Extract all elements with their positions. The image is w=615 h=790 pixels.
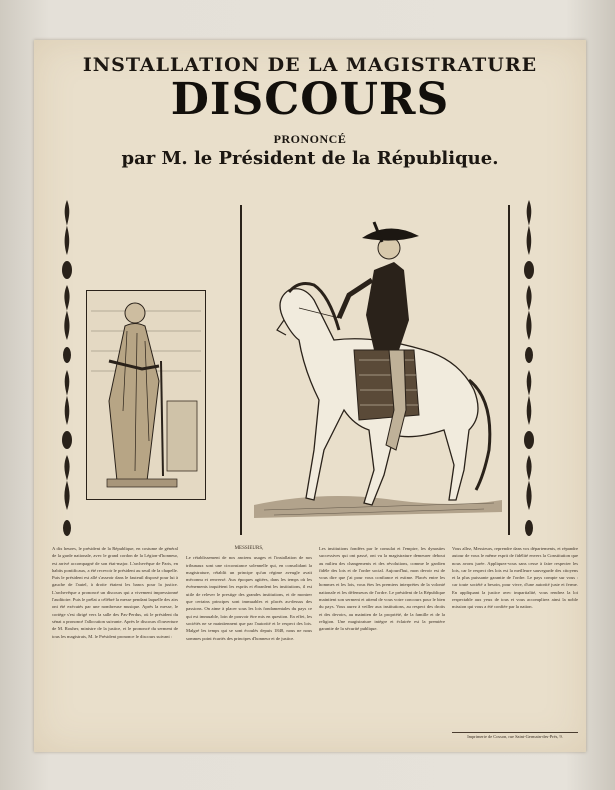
- president-on-horse-icon: [244, 200, 506, 540]
- title-president: par M. le Président de la République.: [121, 148, 499, 169]
- text-column-4: [452, 545, 578, 745]
- column-4-text: Vous allez, Messieurs, reprendre dans vos départements, et répandre autour de vous le même esprit de fidélité envers la Constitution que nous avons jurée. Appliquez-vous sans cesse à faire respecter les lois, car le respect des lois est la meilleure sauvegarde des citoyens et la plus puissante garantie de l'ordre. Le pays compte sur vous : car toute société a besoin, pour vivre, d'une autorité juste et ferme. En appliquant la justice avec impartialité, vous rendrez la loi respectable aux yeux de tous et vous accomplirez ainsi la noble mission qui vous a été confiée par la nation.: [452, 546, 578, 610]
- text-column-2: [186, 545, 312, 745]
- title-installation: INSTALLATION DE LA MAGISTRATURE: [82, 54, 538, 76]
- poster-sheet: [34, 40, 586, 752]
- title-discours: DISCOURS: [170, 74, 450, 125]
- printer-imprint: Imprimerie de Cosson, rue Saint-Germain-des-Prés, 9.: [452, 732, 578, 739]
- column-1-text: A dix heures, le président de la République, en costume de général de la garde nationale, avec le grand cordon de la Légion-d'honneur, est arrivé accompagné de son état-major. L'archevêque de Paris, en habits pontificaux, a été recevoir le président au seuil de la chapelle. Puis le président est allé s'asseoir dans le fauteuil disposé pour lui à gauche de l'autel, à droite étaient les bancs pour la justice. L'archevêque a prononcé un discours qui a vivement impressionné l'auditoire. Puis le prélat a célébré la messe pendant laquelle des airs ont été exécutés par une nombreuse musique. Après la messe, le cortège s'est dirigé vers la salle des Pas-Perdus, où le président du sénat a prononcé l'allocution suivante. Après le discours d'ouverture de M. Rouher, ministre de la justice, et le prononcé du serment de tous les magistrats, M. le Président prononce le discours suivant :: [52, 546, 178, 639]
- justice-engraving: [86, 290, 206, 500]
- text-column-3: [319, 545, 445, 745]
- title-prononce: PRONONCÉ: [273, 132, 347, 146]
- column-3-text: Les institutions fondées par le consulat et l'empire, les dynasties successives qui ont passé, ont vu la magistrature demeurer debout au milieu des changements et des révolutions, comme le gardien fidèle des lois et de l'ordre social. Aujourd'hui, mon devoir est de vous dire que j'ai pour vous confiance et estime. Placés entre les hommes et les lois, vous êtes les premiers interprètes de la volonté nationale et les défenseurs de l'ordre. Le président de la République maintient son serment et attend de vous votre concours pour le bien du pays. Vous aurez à veiller aux institutions, au respect des droits et des devoirs, au maintien de la propriété, de la famille et de la religion. Une magistrature intègre et éclairée est la première garantie de la sécurité publique.: [319, 546, 445, 632]
- frame-line-right: [508, 205, 510, 535]
- frame-line-left: [240, 205, 242, 535]
- left-ornament-icon: [56, 200, 78, 540]
- text-column-1: [52, 545, 178, 745]
- right-ornament-icon: [518, 200, 540, 540]
- justice-figure-icon: [87, 291, 205, 499]
- column-2-heading: MESSIEURS,: [234, 546, 264, 551]
- column-2-text: Le rétablissement de nos anciens usages et l'installation de nos tribunaux sont une circonstance solennelle qui, en consolidant la magistrature, rétablit un principe qu'un régime aveugle avait méconnu et renversé. Aux époques agitées, dans les temps où les événements inquiètent les esprits et ébranlent les institutions, il est utile de relever le prestige des grandes institutions, et de montrer que certains principes sont immuables et placés au-dessus des passions. On aime à placer sous les lois fondamentales du pays ce qui est immuable, loin de pouvoir être mis en question. En effet, les sociétés ne se maintiennent que par l'autorité et le respect des lois. Malgré les temps qui se sont écoulés depuis 1848, nous ne nous sommes point écartés des principes d'honneur et de justice.: [186, 555, 312, 641]
